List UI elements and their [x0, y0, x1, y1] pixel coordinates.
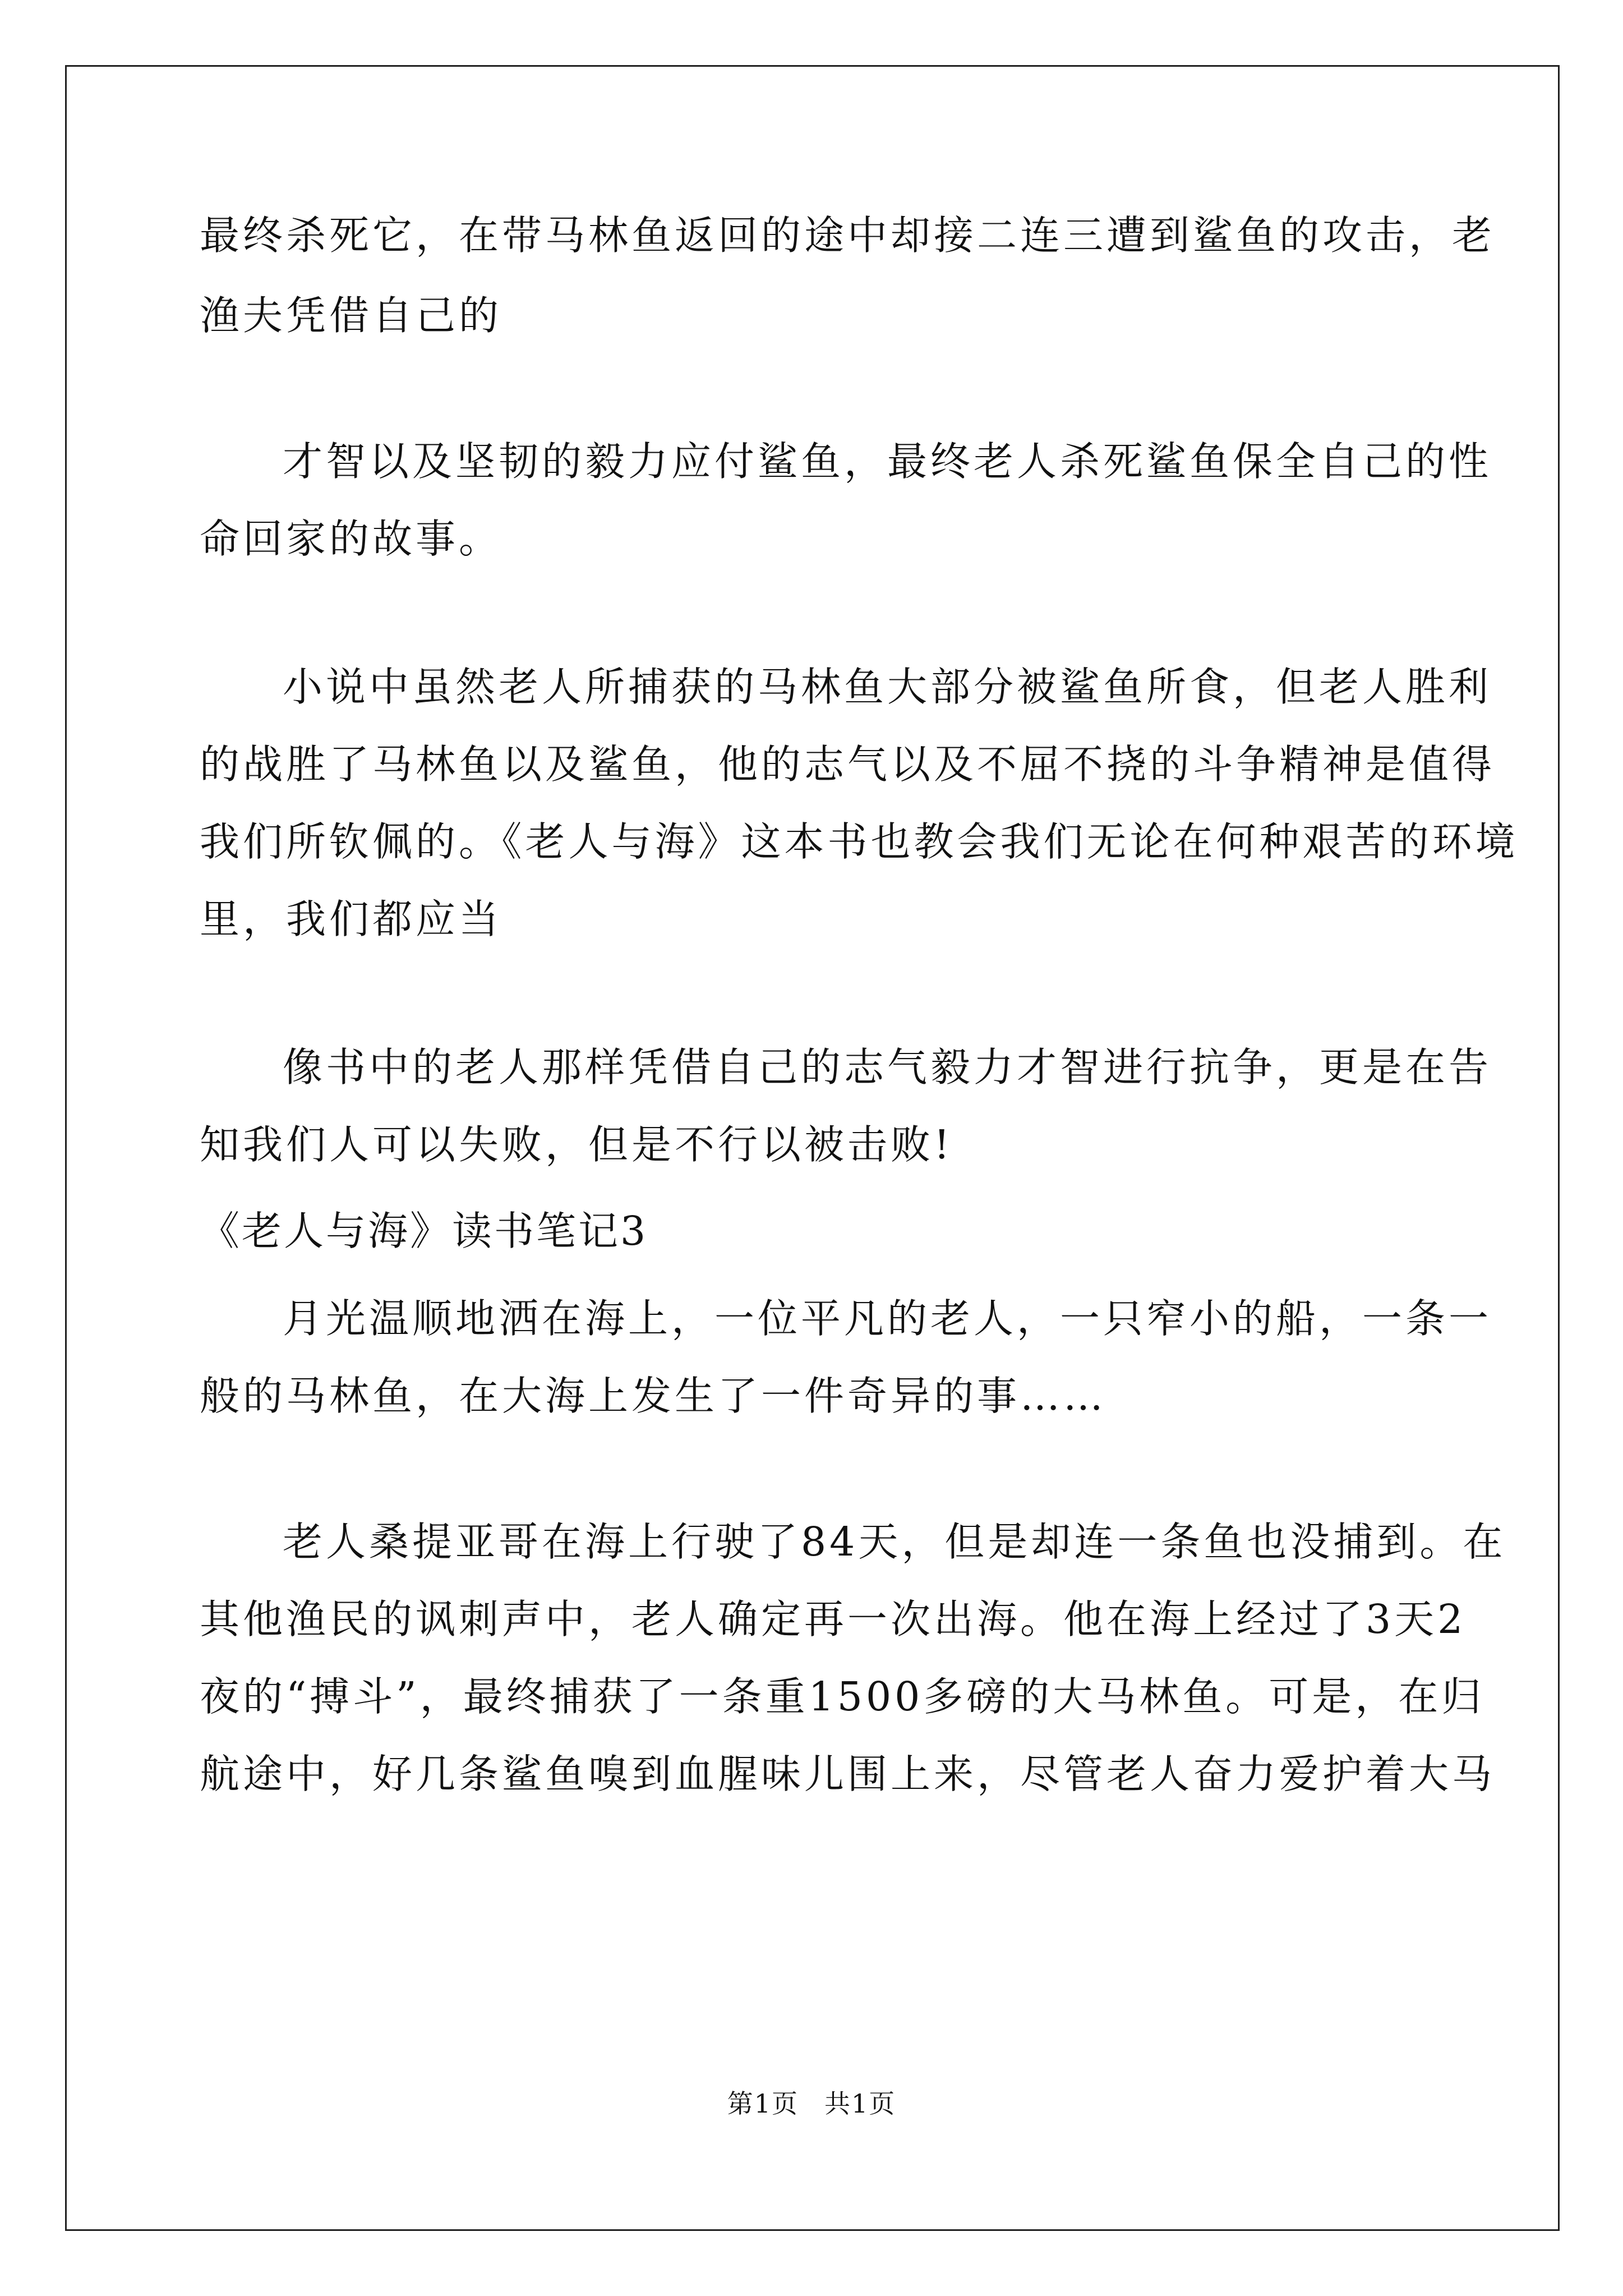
text-line: 航途中，好几条鲨鱼嗅到血腥味儿围上来，尽管老人奋力爱护着大马	[200, 1751, 1496, 1797]
text-line: 知我们人可以失败，但是不行以被击败!	[200, 1121, 953, 1168]
text-line: 老人桑提亚哥在海上行驶了84天，但是却连一条鱼也没捕到。在	[283, 1519, 1506, 1565]
page-footer	[0, 2087, 1623, 2120]
text-line: 夜的“搏斗”，最终捕获了一条重1500多磅的大马林鱼。可是，在归	[200, 1673, 1485, 1720]
text-line: 最终杀死它，在带马林鱼返回的途中却接二连三遭到鲨鱼的攻击，老	[200, 212, 1496, 259]
text-line: 命回家的故事。	[200, 516, 502, 562]
text-line: 其他渔民的讽刺声中，老人确定再一次出海。他在海上经过了3天2	[200, 1596, 1467, 1642]
section-heading: 《老人与海》读书笔记3	[200, 1208, 648, 1254]
text-line: 里，我们都应当	[200, 896, 502, 942]
text-line: 的战胜了马林鱼以及鲨鱼，他的志气以及不屈不挠的斗争精神是值得	[200, 741, 1496, 788]
text-line: 月光温顺地洒在海上，一位平凡的老人，一只窄小的船，一条一	[283, 1295, 1492, 1342]
page-total: 共1页	[824, 2088, 896, 2119]
text-line: 般的马林鱼，在大海上发生了一件奇异的事……	[200, 1373, 1107, 1419]
text-line: 小说中虽然老人所捕获的马林鱼大部分被鲨鱼所食，但老人胜利	[283, 664, 1492, 710]
text-line: 像书中的老人那样凭借自己的志气毅力才智进行抗争，更是在告	[283, 1044, 1492, 1091]
text-line: 才智以及坚韧的毅力应付鲨鱼，最终老人杀死鲨鱼保全自己的性	[283, 438, 1492, 485]
text-line: 我们所钦佩的。《老人与海》这本书也教会我们无论在何种艰苦的环境	[200, 818, 1519, 865]
page-number: 第1页	[727, 2088, 799, 2119]
text-line: 渔夫凭借自己的	[200, 292, 502, 339]
